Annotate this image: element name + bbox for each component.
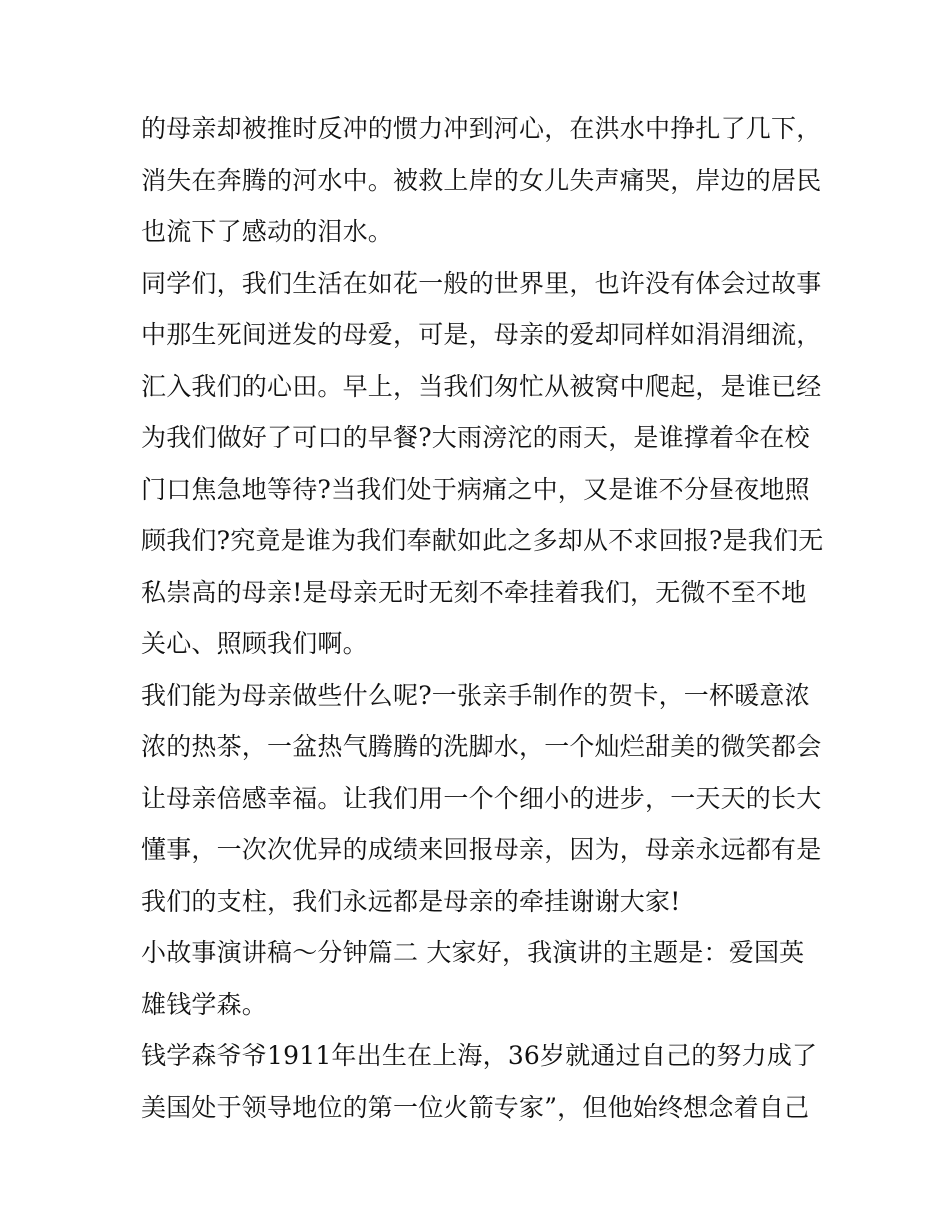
text-line: 顾我们?究竟是谁为我们奉献如此之多却从不求回报?是我们无 [141,526,824,555]
text-line: 美国处于领导地位的第一位火箭专家”，但他始终想念着自己 [141,1092,810,1122]
text-line: 雄钱学森。 [141,989,268,1019]
text-line: 懂事，一次次优异的成绩来回报母亲，因为，母亲永远都有是 [141,835,822,864]
text-line: 的母亲却被推时反冲的惯力冲到河心，在洪水中挣扎了几下， [141,114,822,143]
body-text [141,103,824,1133]
text-line: 钱学森爷爷1911年出生在上海，36岁就通过自己的努力成了 [141,1041,818,1070]
text-line: 关心、照顾我们啊。 [141,629,368,658]
text-line: 我们的支柱，我们永远都是母亲的牵挂谢谢大家! [141,886,681,916]
text-line: 门口焦急地等待?当我们处于病痛之中，又是谁不分昼夜地照 [141,474,810,504]
text-line: 小故事演讲稿～分钟篇二 大家好，我演讲的主题是：爱国英 [141,938,805,967]
text-line: 我们能为母亲做些什么呢?一张亲手制作的贺卡，一杯暖意浓 [141,680,810,710]
text-line: 浓的热茶，一盆热气腾腾的洗脚水，一个灿烂甜美的微笑都会 [141,732,822,761]
text-line: 也流下了感动的泪水。 [141,217,394,246]
text-line: 让母亲倍感幸福。让我们用一个个细小的进步，一天天的长大 [141,783,822,813]
text-line: 消失在奔腾的河水中。被救上岸的女儿失声痛哭，岸边的居民 [141,165,822,195]
text-line: 中那生死间迸发的母爱，可是，母亲的爱却同样如涓涓细流， [141,320,822,349]
text-line: 汇入我们的心田。早上，当我们匆忙从被窝中爬起，是谁已经 [141,371,822,401]
text-line: 同学们，我们生活在如花一般的世界里，也许没有体会过故事 [141,268,822,298]
text-line: 私崇高的母亲!是母亲无时无刻不牵挂着我们，无微不至不地 [141,577,807,607]
text-line: 为我们做好了可口的早餐?大雨滂沱的雨天，是谁撑着伞在校 [141,423,810,452]
